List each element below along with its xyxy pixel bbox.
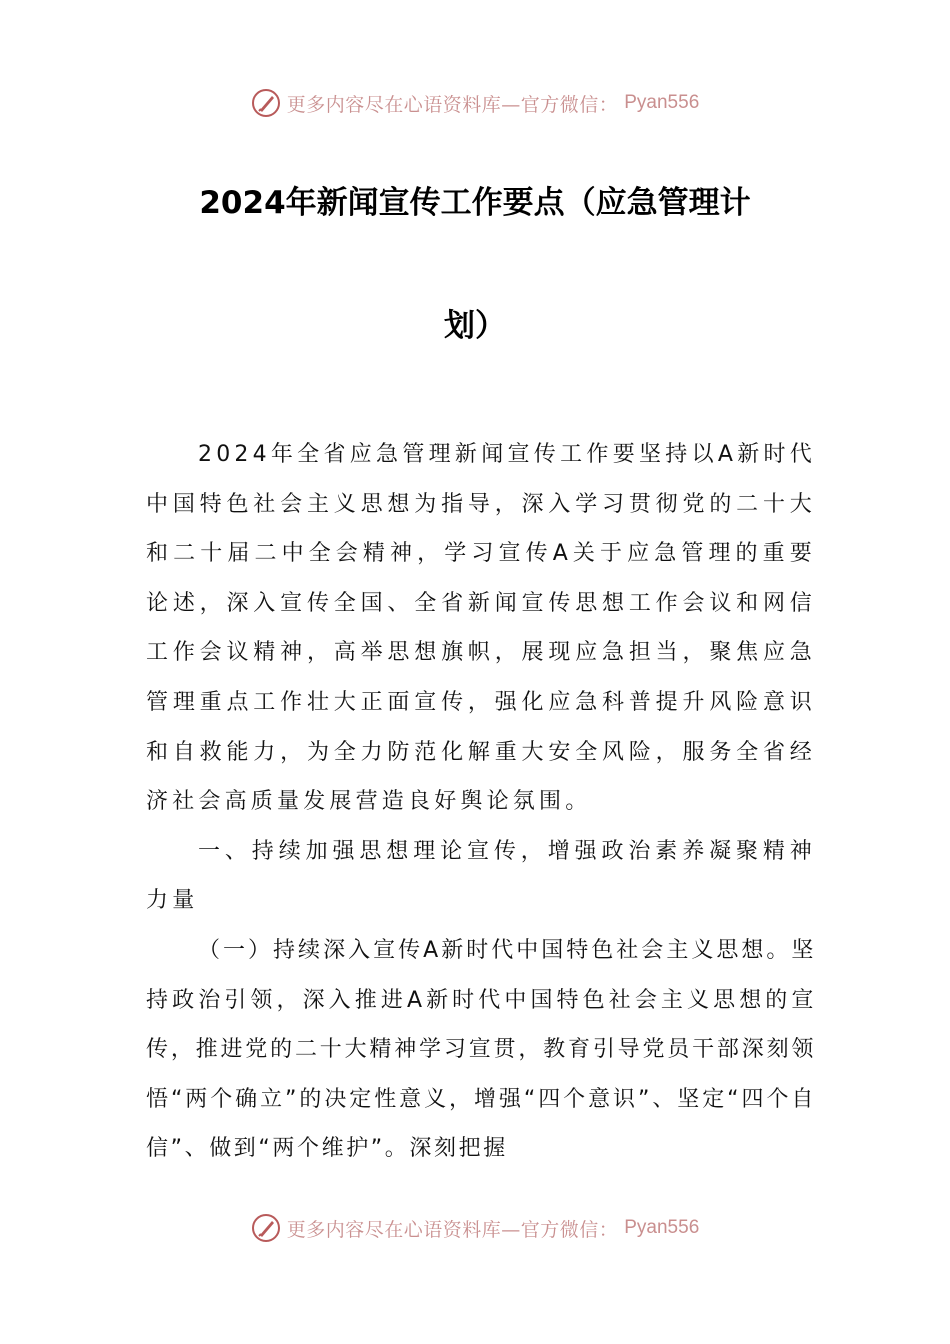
section-heading: 一、持续加强思想理论宣传，增强政治素养凝聚精神力量 <box>146 838 816 914</box>
subsection-paragraph: （一）持续深入宣传A新时代中国特色社会主义思想。坚持政治引领，深入推进A新时代中国特色社会主义思想的宣传，推进党的二十大精神学习宣贯，教育引导党员干部深刻领悟“两个确立”的决定性意义，增强“四个意识”、坚定“四个自信”、做到“两个维护”。深刻把握 <box>146 937 816 1162</box>
document-title-line1: 2024年新闻宣传工作要点（应急管理计 <box>199 185 751 221</box>
watermark-footer <box>0 1208 950 1248</box>
watermark-text: 更多内容尽在心语资料库—官方微信： <box>286 1218 619 1241</box>
intro-paragraph: 2024年全省应急管理新闻宣传工作要坚持以A新时代中国特色社会主义思想为指导，深入学习贯彻党的二十大和二十届二中全会精神，学习宣传A关于应急管理的重要论述，深入宣传全国、全省新闻宣传思想工作会议和网信工作会议精神，高举思想旗帜，展现应急担当，聚焦应急管理重点工作壮大正面宣传，强化应急科普提升风险意识和自救能力，为全力防范化解重大安全风险，服务全省经济社会高质量发展营造良好舆论氛围。 <box>146 442 816 815</box>
watermark-wechat-id: Pyan556 <box>624 1217 700 1238</box>
document-body <box>146 430 816 1174</box>
watermark-text: 更多内容尽在心语资料库—官方微信： <box>286 93 619 116</box>
quill-logo-icon <box>251 88 281 118</box>
watermark-header <box>0 83 950 123</box>
quill-logo-icon <box>251 1213 281 1243</box>
watermark-wechat-id: Pyan556 <box>624 92 700 113</box>
document-title-line2: 划） <box>444 308 506 344</box>
